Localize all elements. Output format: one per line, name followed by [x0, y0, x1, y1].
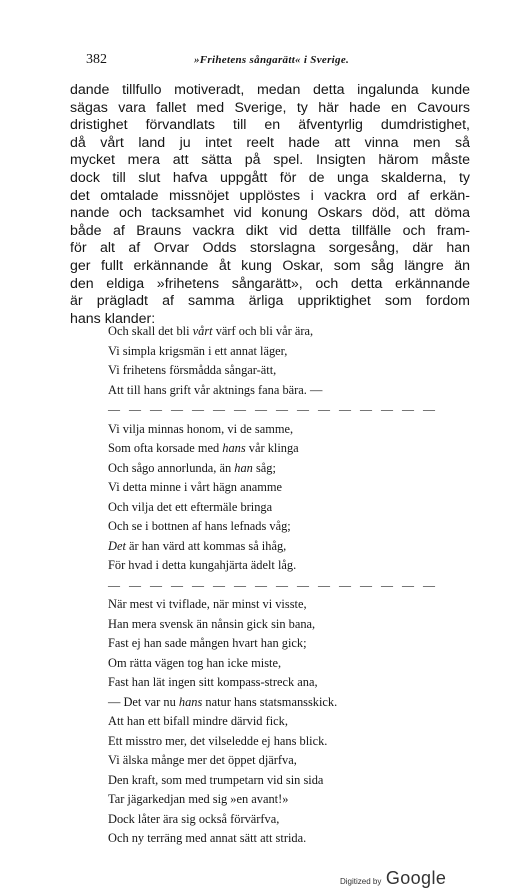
- poem-text: Fast ej han sade mången hvart han gick;: [108, 636, 307, 650]
- emphasized-word: vårt: [192, 324, 213, 338]
- poem-text: Fast han lät ingen sitt kompass-streck ana,: [108, 675, 318, 689]
- poem-text: Och ny terräng med annat sätt att strida.: [108, 831, 307, 845]
- poem-line: [108, 439, 428, 459]
- poem-line: [108, 790, 428, 810]
- poem-text: Tar jägarkedjan med sig »en avant!»: [108, 792, 289, 806]
- poem-line: [108, 322, 428, 342]
- poem-line: [108, 751, 428, 771]
- prose-line: dock till slut hafva uppgått för de unga skalderna, ty: [70, 169, 470, 186]
- poem-text: Vi vilja minnas honom, vi de samme,: [108, 421, 294, 436]
- poem-text: Vi frihetens försmådda sångar-ätt,: [108, 363, 277, 377]
- poem-text: — Det var nu: [108, 694, 179, 709]
- poem-line: [108, 810, 428, 830]
- poem-line: [108, 478, 428, 498]
- poem-text: vår klinga: [245, 441, 299, 455]
- poem-text: Han mera svensk än nånsin gick sin bana,: [108, 616, 316, 631]
- poem-line: [108, 693, 428, 713]
- page-number: 382: [86, 52, 107, 67]
- emphasized-word: hans: [222, 441, 246, 455]
- poem-text: Vi älska månge mer det öppet djärfva,: [108, 753, 297, 767]
- poem-line: [108, 615, 428, 635]
- prose-line: den eldiga »frihetens sångarätt», och detta erkännande: [70, 275, 470, 292]
- prose-line: mycket mera att sätta på spel. Insigten härom måste: [70, 152, 470, 169]
- stanza-separator: — — — — — — — — — — — — — — — —: [108, 577, 438, 592]
- poem-text: Och vilja det ett eftermäle bringa: [108, 499, 273, 514]
- emphasized-word: hans: [178, 694, 203, 709]
- prose-line: då vårt land ju intet reelt hade att vinna men så: [70, 134, 470, 151]
- digitized-watermark: [340, 868, 446, 889]
- prose-line: är prägladt af samma ärliga uppriktighet som fordom: [70, 293, 470, 310]
- poem-line: [108, 634, 428, 654]
- poem-text: Som ofta korsade med: [108, 441, 223, 455]
- emphasized-word: Det: [108, 538, 126, 553]
- poem-text: Och sågo annorlunda, än: [108, 460, 235, 475]
- poem-text: Dock låter ära sig också förvärfva,: [108, 811, 280, 826]
- poem-text: Den kraft, som med trumpetarn vid sin sida: [108, 772, 324, 787]
- running-title: »Frihetens sångarätt« i Sverige.: [194, 54, 350, 66]
- poem-text: såg;: [252, 460, 276, 475]
- poem-line: [108, 361, 428, 381]
- prose-line: nande och tacksamhet vid konung Oskars död, att döma: [70, 205, 470, 222]
- poem-text: När mest vi tviflade, när minst vi visste,: [108, 597, 307, 611]
- poem-line: [108, 712, 428, 732]
- stanza-separator: — — — — — — — — — — — — — — — —: [108, 402, 438, 416]
- poem-text: Att han ett bifall mindre därvid fick,: [108, 714, 288, 728]
- prose-line: hans klander:: [70, 310, 156, 327]
- digitized-label: Digitized by: [340, 877, 382, 886]
- poem-line: [108, 517, 428, 537]
- poem-text: Om rätta vägen tog han icke miste,: [108, 655, 282, 670]
- poem-text: För hvad i detta kungahjärta ädelt låg.: [108, 558, 297, 572]
- poem-line: [108, 771, 428, 791]
- prose-line: sägas vara fallet med Sverige, ty här hade en Cavours: [70, 99, 470, 116]
- prose-line: både af Brauns vackra dikt vid detta tillfälle och fram-: [70, 222, 470, 239]
- poem-text: Och skall det bli: [108, 324, 193, 338]
- poem-line: [108, 420, 428, 440]
- prose-line: dristighet förvandlats till en äfventyrlig dumdristighet,: [70, 117, 470, 134]
- poem-line: [108, 556, 428, 576]
- prose-line: dande tillfullo motiveradt, medan detta ingalunda kunde: [70, 82, 470, 98]
- poem-block: [108, 322, 438, 849]
- poem-text: värf och bli vår ära,: [212, 324, 314, 338]
- page-header: [86, 52, 426, 72]
- poem-line: [108, 829, 428, 849]
- poem-text: Ett misstro mer, det vilseledde ej hans blick.: [108, 733, 328, 748]
- poem-line: [108, 732, 428, 752]
- poem-line: [108, 342, 428, 362]
- prose-line: för alt af Orvar Odds storslagna sorgesång, där han: [70, 240, 470, 257]
- poem-line: [108, 673, 428, 693]
- poem-text: är han värd att kommas så ihåg,: [125, 538, 287, 553]
- poem-line: [108, 537, 428, 557]
- poem-text: Vi simpla krigsmän i ett annat läger,: [108, 343, 288, 358]
- google-logo: Google: [385, 868, 447, 888]
- poem-text: Vi detta minne i vårt hägn anamme: [108, 480, 283, 494]
- prose-paragraph: [70, 82, 470, 328]
- poem-text: natur hans statsmansskick.: [202, 694, 338, 709]
- poem-line: [108, 381, 428, 401]
- poem-line: [108, 498, 428, 518]
- poem-text: Att till hans grift vår aktnings fana bära. —: [108, 382, 323, 397]
- poem-line: [108, 595, 428, 615]
- poem-line: [108, 654, 428, 674]
- prose-line: ger fullt erkännande åt kung Oskar, som såg längre än: [70, 257, 470, 274]
- prose-line: det omtalade missnöjet upplöstes i vackra ord af erkän-: [70, 187, 470, 204]
- poem-text: Och se i bottnen af hans lefnads våg;: [108, 519, 291, 533]
- emphasized-word: han: [234, 460, 253, 475]
- poem-line: [108, 459, 428, 479]
